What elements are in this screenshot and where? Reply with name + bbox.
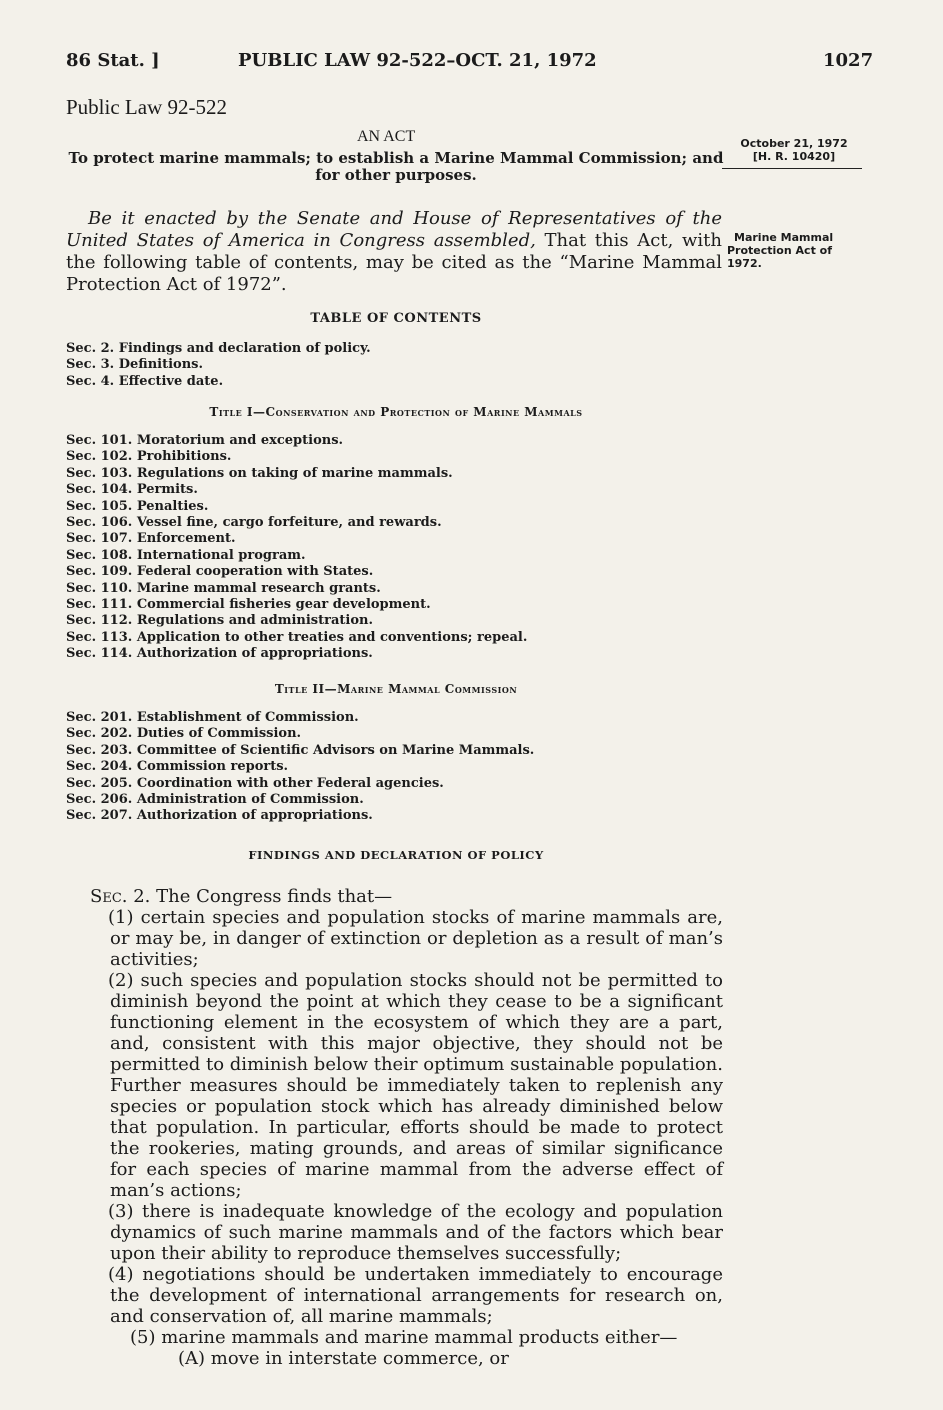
- margin-short-title-note: [727, 231, 833, 270]
- toc-entry: Sec. 108. International program.: [66, 547, 306, 563]
- toc-entry: Sec. 3. Definitions.: [66, 357, 204, 373]
- enacting-clause-italic: Be it enacted by the Senate and House of Representatives of the United States of America in Congress assembled,: [66, 208, 722, 251]
- toc-entry: Sec. 105. Penalties.: [66, 498, 209, 514]
- toc-entry: Sec. 4. Effective date.: [66, 373, 224, 389]
- toc-title-two-list: [66, 710, 534, 825]
- toc-title-one-heading: Title I—Conservation and Protection of Marine Mammals: [209, 405, 583, 419]
- enacting-clause: [66, 208, 722, 296]
- toc-entry: Sec. 204. Commission reports.: [66, 759, 289, 775]
- header-statute-ref: 86 Stat. ]: [66, 50, 160, 71]
- margin-short-title-line: 1972.: [727, 257, 762, 270]
- toc-entry: Sec. 202. Duties of Commission.: [66, 726, 302, 742]
- toc-entry: Sec. 101. Moratorium and exceptions.: [66, 433, 344, 448]
- toc-entry: Sec. 103. Regulations on taking of marine mammals.: [66, 465, 453, 481]
- toc-entry: Sec. 201. Establishment of Commission.: [66, 710, 359, 725]
- header-law-date: PUBLIC LAW 92-522–OCT. 21, 1972: [238, 50, 597, 71]
- act-purpose: To protect marine mammals; to establish a Marine Mammal Commission; and for other purposes.: [68, 149, 724, 184]
- enacting-clause-text: That this Act, with the following table of contents, may be cited as the “Marine Mammal Protection Act of 1972”.: [66, 230, 722, 295]
- toc-entry: Sec. 110. Marine mammal research grants.: [66, 580, 381, 596]
- toc-entry: Sec. 203. Committee of Scientific Advisors on Marine Mammals.: [66, 742, 535, 758]
- margin-short-title-line: Protection Act of: [727, 244, 832, 257]
- toc-entry: Sec. 111. Commercial fisheries gear development.: [66, 597, 431, 613]
- findings-heading: FINDINGS AND DECLARATION OF POLICY: [248, 848, 544, 862]
- toc-entry: Sec. 207. Authorization of appropriations.: [66, 808, 373, 824]
- toc-general-list: [66, 341, 371, 390]
- toc-title-two-heading: Title II—Marine Mammal Commission: [274, 682, 518, 696]
- toc-title-one-list: [66, 433, 527, 663]
- findings-body: [90, 886, 723, 1369]
- toc-entry: Sec. 206. Administration of Commission.: [66, 792, 364, 808]
- finding-paragraph: (1) certain species and population stocks of marine mammals are, or may be, in danger of extinction or depletion as a result of man’s activities;: [108, 907, 723, 970]
- toc-entry: Sec. 205. Coordination with other Federal agencies.: [66, 775, 444, 791]
- an-act-label: AN ACT: [357, 128, 416, 145]
- toc-entry: Sec. 112. Regulations and administration.: [66, 613, 373, 629]
- public-law-title: Public Law 92-522: [66, 95, 227, 119]
- finding-paragraph: (5) marine mammals and marine mammal products either—: [130, 1327, 678, 1348]
- toc-entry: Sec. 102. Prohibitions.: [66, 449, 232, 465]
- toc-entry: Sec. 109. Federal cooperation with States.: [66, 564, 374, 580]
- finding-paragraph: (2) such species and population stocks should not be permitted to diminish beyond the point at which they cease to be a significant functioning element in the ecosystem of which they are a part, and, consistent with this major objective, they should not be permitted to diminish below their optimum sustainable population. Further measures should be immediately taken to replenish any species or population stock which has already diminished below that population. In particular, efforts should be made to protect the rookeries, mating grounds, and areas of similar significance for each species of marine mammal from the adverse effect of man’s actions;: [108, 970, 723, 1201]
- finding-paragraph: (4) negotiations should be undertaken immediately to encourage the development of international arrangements for research on, and conservation of, all marine mammals;: [108, 1264, 723, 1327]
- finding-paragraph: (3) there is inadequate knowledge of the ecology and population dynamics of such marine mammals and of the factors which bear upon their ability to reproduce themselves successfully;: [108, 1201, 723, 1264]
- toc-entry: Sec. 113. Application to other treaties and conventions; repeal.: [66, 629, 528, 645]
- margin-date-note: [732, 137, 856, 163]
- margin-bill-number: [H. R. 10420]: [752, 150, 836, 163]
- margin-date: October 21, 1972: [740, 137, 848, 150]
- margin-rule: [722, 168, 862, 169]
- header-page-number: 1027: [823, 50, 874, 71]
- toc-entry: Sec. 2. Findings and declaration of policy.: [66, 341, 371, 356]
- findings-intro: Sec. 2. The Congress finds that—: [90, 886, 393, 907]
- toc-entry: Sec. 114. Authorization of appropriations.: [66, 646, 373, 662]
- toc-entry: Sec. 104. Permits.: [66, 482, 198, 498]
- finding-subparagraph: (A) move in interstate commerce, or: [178, 1348, 509, 1369]
- toc-entry: Sec. 106. Vessel fine, cargo forfeiture, and rewards.: [66, 515, 442, 531]
- toc-entry: Sec. 107. Enforcement.: [66, 531, 236, 547]
- toc-heading: TABLE OF CONTENTS: [310, 311, 482, 326]
- margin-short-title-line: Marine Mammal: [734, 231, 834, 244]
